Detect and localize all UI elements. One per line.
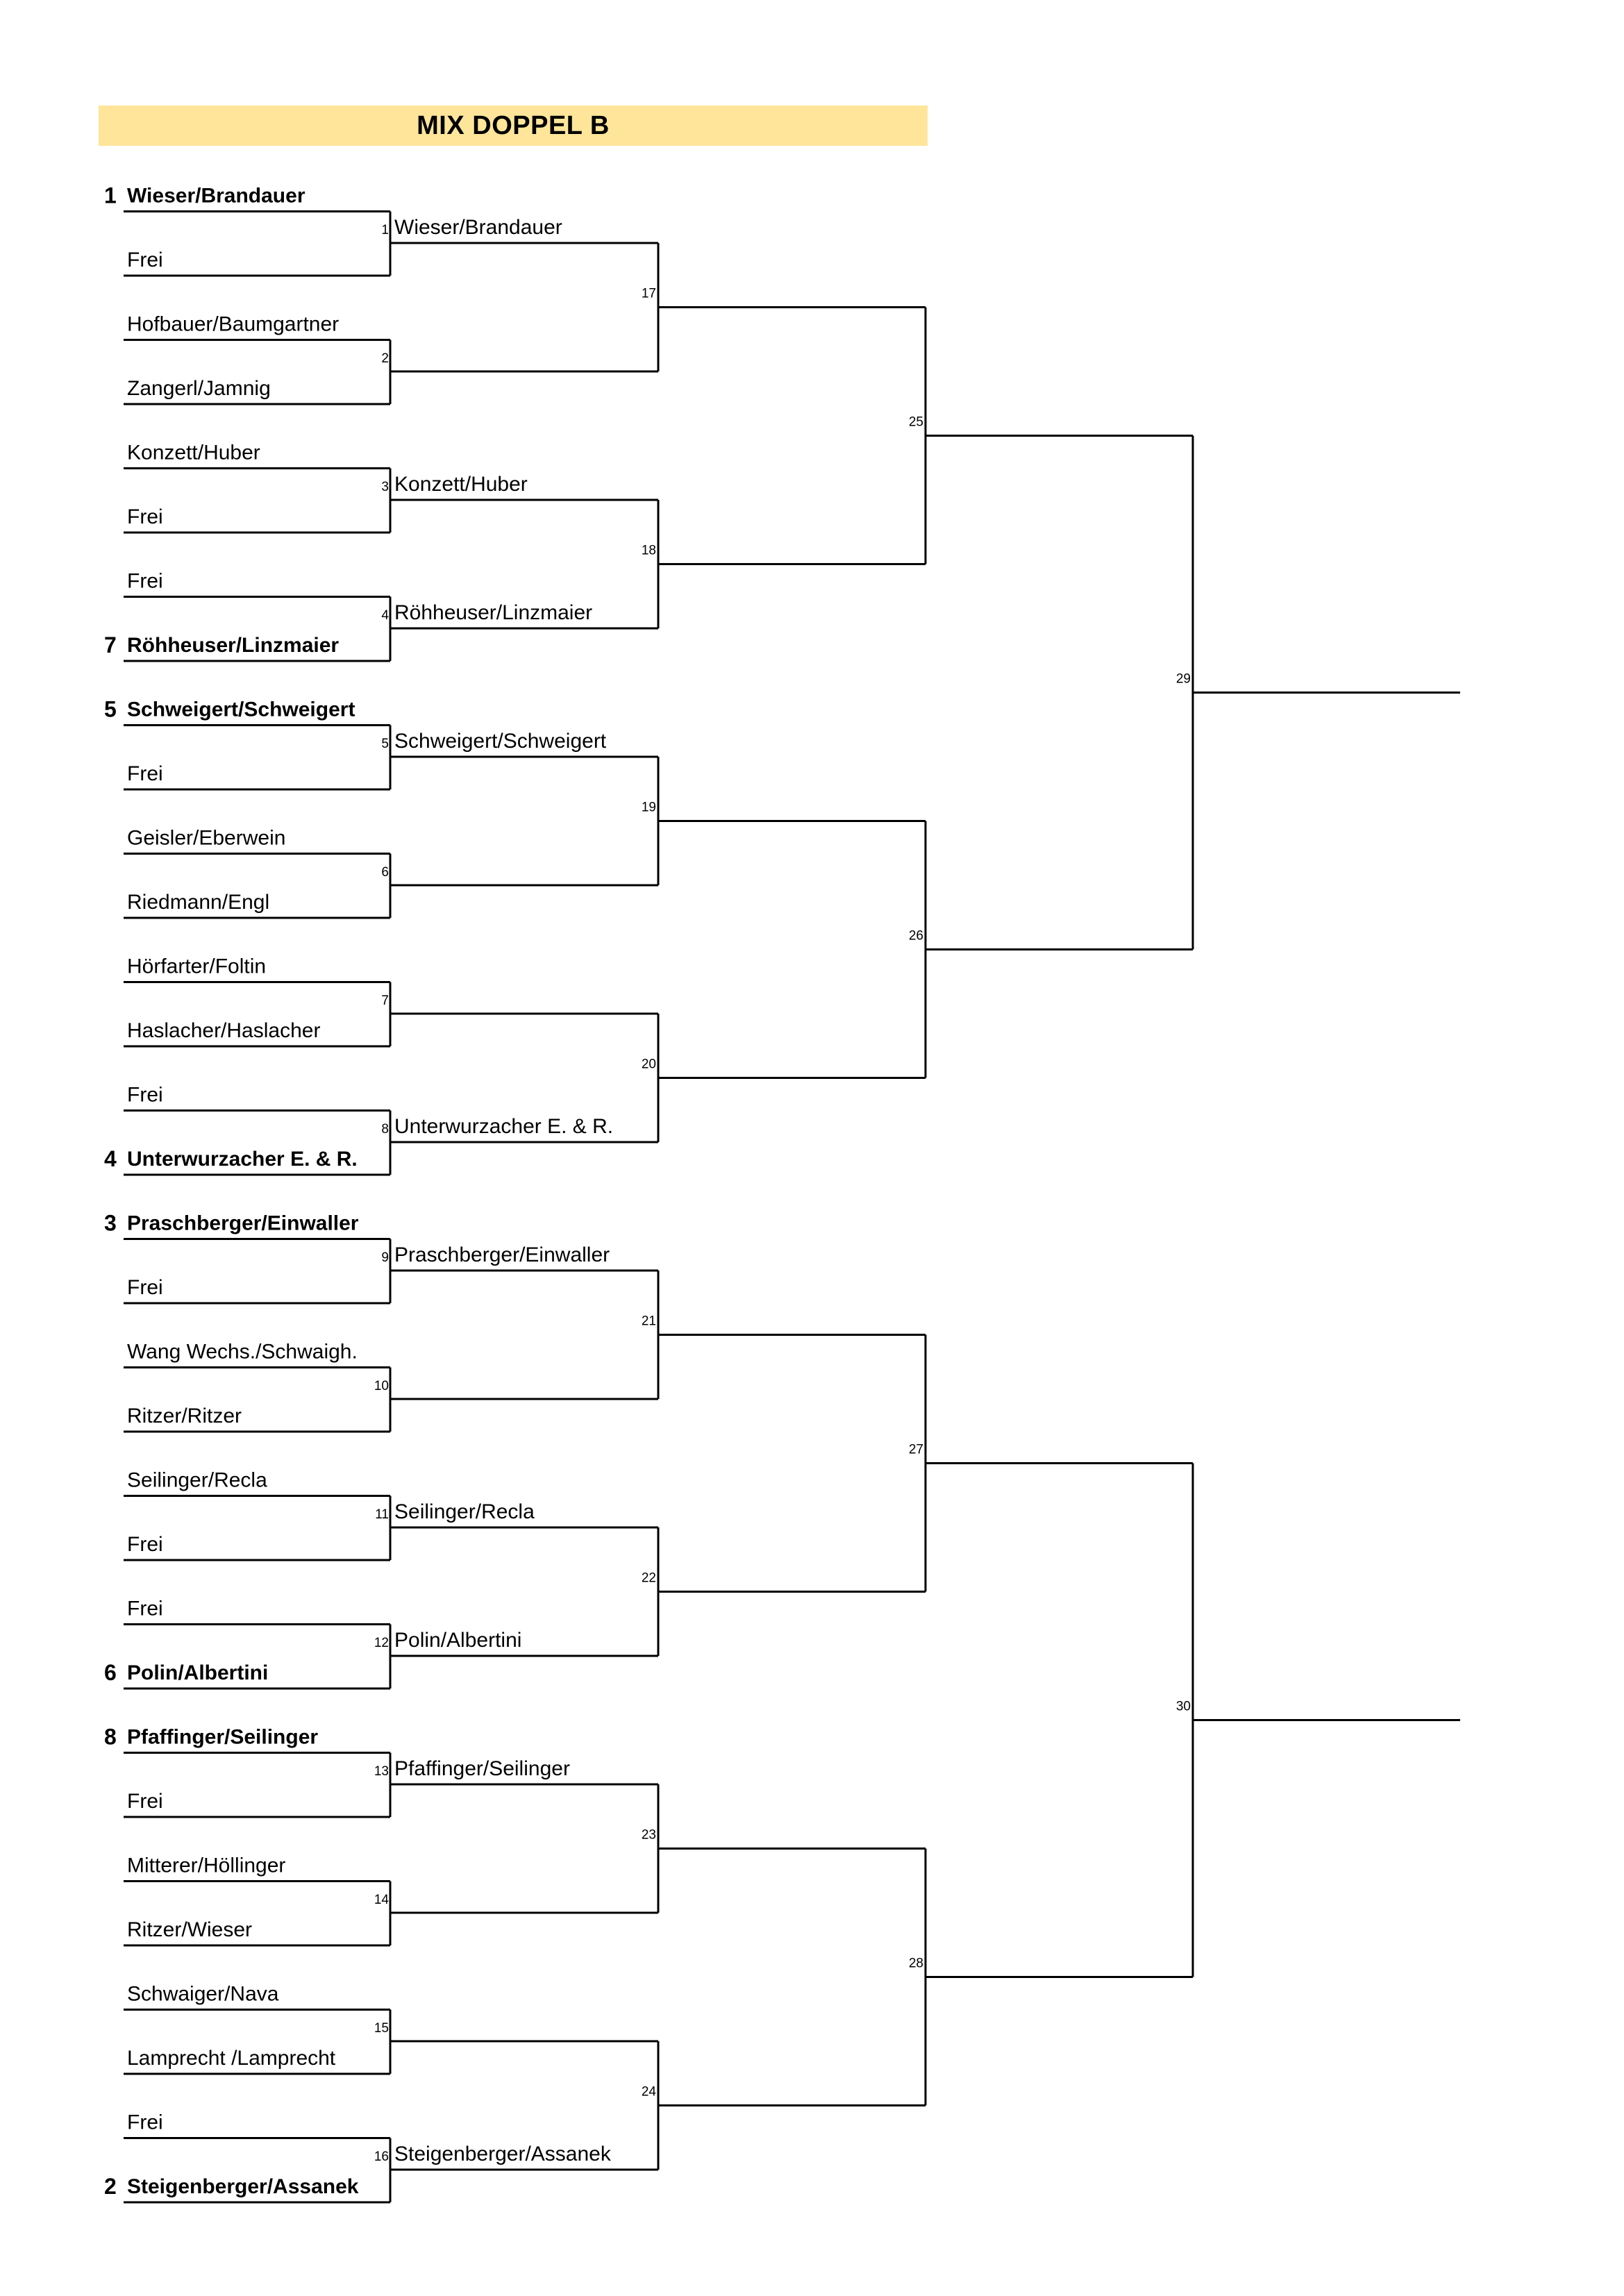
match-number: 5 [381, 737, 389, 751]
team-name: Haslacher/Haslacher [127, 1019, 321, 1042]
team-name: Frei [127, 2111, 163, 2134]
team-name: Seilinger/Recla [127, 1468, 267, 1492]
winner-name: Röhheuser/Linzmaier [394, 601, 593, 624]
team-name: Praschberger/Einwaller [127, 1212, 359, 1235]
team-name: Hofbauer/Baumgartner [127, 312, 340, 336]
team-name: Frei [127, 1597, 163, 1620]
match-number: 24 [641, 2084, 656, 2100]
winner-name: Steigenberger/Assanek [394, 2143, 611, 2165]
team-name: Riedmann/Engl [127, 891, 270, 914]
team-name: Frei [127, 1083, 163, 1107]
team-name: Polin/Albertini [127, 1661, 269, 1684]
winner-name: Schweigert/Schweigert [394, 730, 607, 753]
match-number: 19 [641, 800, 656, 815]
match-number: 3 [381, 480, 389, 494]
seed-number: 4 [104, 1146, 117, 1171]
team-name: Unterwurzacher E. & R. [127, 1148, 358, 1171]
match-number: 16 [374, 2150, 389, 2164]
bracket-title: MIX DOPPEL B [417, 111, 610, 140]
match-number: 21 [641, 1314, 656, 1329]
match-number: 29 [1175, 671, 1191, 687]
team-name: Geisler/Eberwein [127, 826, 286, 850]
winner-name: Konzett/Huber [394, 473, 528, 496]
team-name: Ritzer/Wieser [127, 1918, 253, 1941]
winner-name: Polin/Albertini [394, 1629, 522, 1652]
winner-name: Pfaffinger/Seilinger [394, 1757, 570, 1780]
winner-name: Seilinger/Recla [394, 1500, 535, 1523]
match-number: 26 [908, 928, 923, 944]
winner-name: Unterwurzacher E. & R. [394, 1115, 614, 1138]
match-number: 30 [1175, 1699, 1191, 1714]
match-number: 25 [908, 414, 923, 430]
team-name: Schweigert/Schweigert [127, 698, 355, 721]
match-number: 27 [908, 1442, 923, 1457]
match-number: 15 [374, 2021, 389, 2036]
team-name: Frei [127, 249, 163, 271]
team-name: Frei [127, 569, 163, 593]
match-number: 1 [381, 223, 389, 237]
match-number: 17 [641, 286, 656, 301]
team-name: Steigenberger/Assanek [127, 2175, 359, 2198]
match-number: 9 [381, 1250, 389, 1265]
match-number: 8 [381, 1122, 389, 1137]
team-name: Frei [127, 1276, 163, 1299]
seed-number: 3 [104, 1210, 117, 1236]
team-name: Frei [127, 762, 163, 785]
seed-number: 1 [104, 183, 117, 208]
match-number: 14 [374, 1893, 389, 1907]
team-name: Mitterer/Höllinger [127, 1854, 286, 1877]
match-number: 2 [381, 351, 389, 366]
match-number: 10 [374, 1379, 389, 1393]
team-name: Konzett/Huber [127, 441, 260, 464]
team-name: Wieser/Brandauer [127, 184, 305, 208]
team-name: Frei [127, 1790, 163, 1813]
team-name: Pfaffinger/Seilinger [127, 1725, 319, 1749]
team-name: Wang Wechs./Schwaigh. [127, 1340, 358, 1364]
team-name: Ritzer/Ritzer [127, 1405, 242, 1427]
match-number: 18 [641, 543, 656, 558]
winner-name: Praschberger/Einwaller [394, 1243, 610, 1266]
seed-number: 2 [104, 2174, 117, 2199]
team-name: Hörfarter/Foltin [127, 955, 267, 978]
team-name: Zangerl/Jamnig [127, 377, 271, 400]
team-name: Schwaiger/Nava [127, 1982, 279, 2006]
match-number: 23 [641, 1827, 656, 1843]
match-number: 7 [381, 994, 389, 1008]
team-name: Frei [127, 505, 163, 528]
seed-number: 8 [104, 1724, 117, 1750]
match-number: 4 [381, 608, 389, 623]
seed-number: 5 [104, 696, 117, 722]
match-number: 20 [641, 1057, 656, 1072]
team-name: Lamprecht /Lamprecht [127, 2047, 336, 2070]
match-number: 13 [374, 1764, 389, 1779]
team-name: Frei [127, 1533, 163, 1556]
match-number: 28 [908, 1956, 923, 1971]
seed-number: 6 [104, 1660, 117, 1685]
match-number: 6 [381, 865, 389, 880]
match-number: 22 [641, 1570, 656, 1586]
team-name: Röhheuser/Linzmaier [127, 634, 340, 657]
seed-number: 7 [104, 632, 117, 657]
winner-name: Wieser/Brandauer [394, 216, 562, 239]
match-number: 11 [375, 1507, 389, 1522]
match-number: 12 [374, 1636, 389, 1650]
